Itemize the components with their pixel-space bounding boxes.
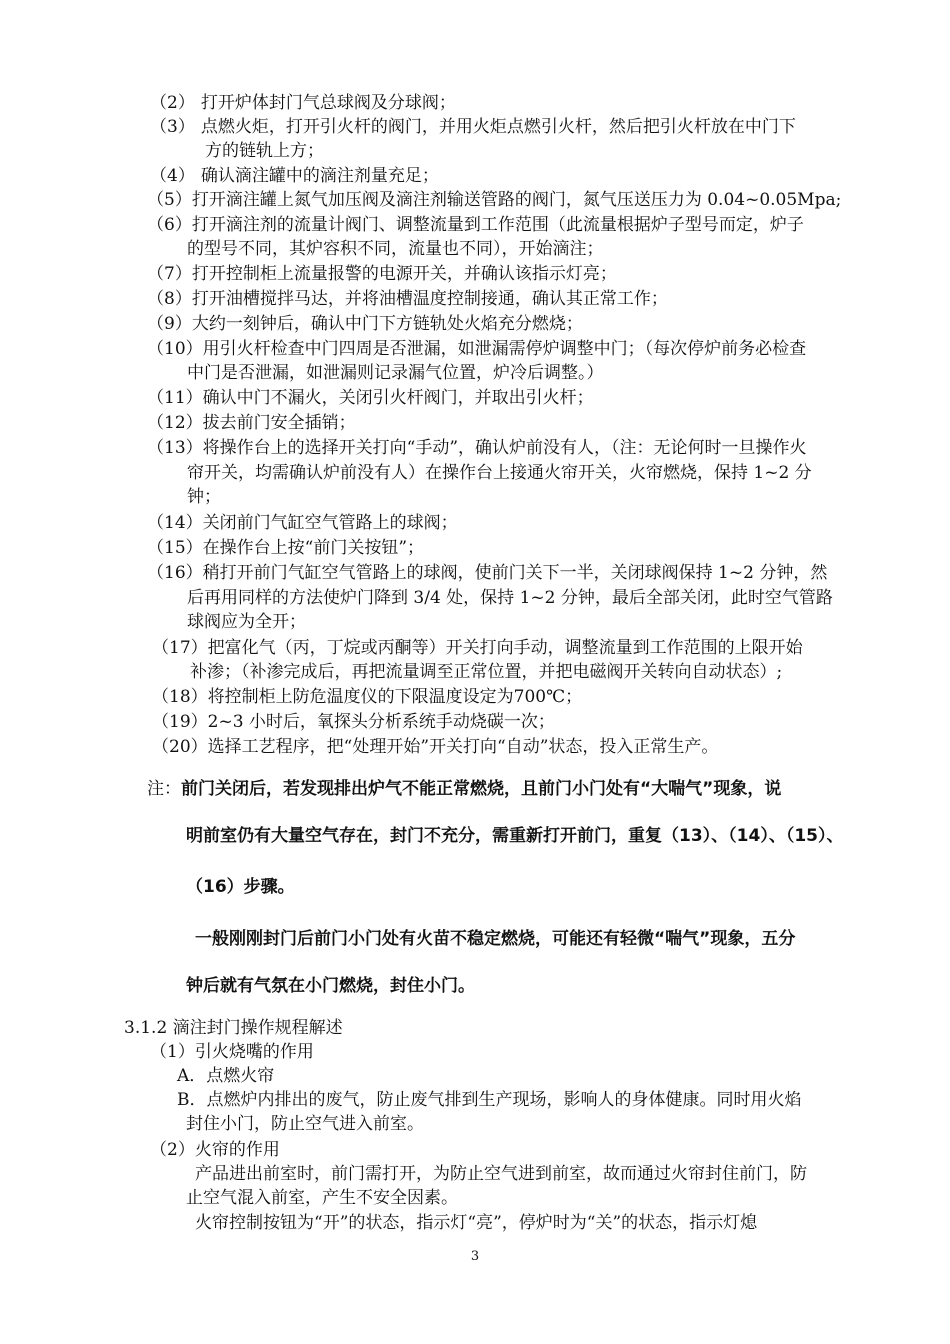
step-16-cont2: 球阀应为全开； — [187, 612, 306, 632]
step-number: （12） — [147, 413, 203, 433]
paragraph-1-cont: 止空气混入前室，产生不安全因素。 — [186, 1188, 458, 1208]
note-line-1 — [147, 776, 781, 802]
item-b: B．点燃炉内排出的废气，防止废气排到生产现场，影响人的身体健康。同时用火焰 — [177, 1090, 802, 1110]
step-number: （20） — [152, 737, 208, 757]
step-text: 把富化气（丙，丁烷或丙酮等）开关打向手动，调整流量到工作范围的上限开始 — [207, 638, 803, 658]
paragraph-2: 火帘控制按钮为“开”的状态，指示灯“亮”，停炉时为“关”的状态，指示灯熄 — [195, 1213, 758, 1233]
step-text: 确认滴注罐中的滴注剂量充足； — [200, 166, 439, 186]
step-2 — [150, 92, 456, 114]
step-text: 用引火杆检查中门四周是否泄漏，如泄漏需停炉调整中门；（每次停炉前务必检查 — [202, 339, 807, 359]
step-text: 点燃火炬，打开引火杆的阀门，并用火炬点燃引火杆，然后把引火杆放在中门下 — [200, 117, 796, 137]
step-10 — [147, 338, 806, 360]
step-text: 打开炉体封门气总球阀及分球阀； — [200, 93, 456, 113]
page-number: 3 — [470, 1249, 480, 1264]
step-number: （18） — [152, 687, 208, 707]
step-10-cont: 中门是否泄漏，如泄漏则记录漏气位置，炉冷后调整。） — [187, 363, 604, 383]
item-a: A．点燃火帘 — [177, 1066, 275, 1086]
step-13-cont2: 钟； — [187, 487, 221, 507]
step-6 — [147, 214, 804, 236]
step-text: 2~3 小时后，氧探头分析系统手动烧碳一次； — [207, 712, 555, 732]
step-number: （15） — [147, 538, 203, 558]
note-line-2: 明前室仍有大量空气存在，封门不充分，需重新打开前门，重复（13）、（14）、（15）、 — [186, 826, 844, 846]
section-heading: 3.1.2 滴注封门操作规程解述 — [124, 1018, 343, 1038]
step-12 — [147, 412, 356, 434]
step-number: （5） — [147, 190, 192, 210]
note-text: 前门关闭后，若发现排出炉气不能正常燃烧，且前门小门处有“大喘气”现象，说 — [181, 779, 782, 799]
step-3-cont: 方的链轨上方； — [205, 141, 324, 161]
step-number: （16） — [147, 563, 203, 583]
step-19 — [152, 711, 555, 733]
step-text: 关闭前门气缸空气管路上的球阀； — [202, 513, 458, 533]
step-number: （13） — [147, 438, 203, 458]
step-text: 将操作台上的选择开关打向“手动”，确认炉前没有人，（注：无论何时一旦操作火 — [202, 438, 807, 458]
step-6-cont: 的型号不同，其炉容积不同，流量也不同），开始滴注； — [187, 239, 604, 259]
step-number: （2） — [150, 93, 195, 113]
step-18 — [152, 686, 582, 708]
step-15 — [147, 537, 424, 559]
step-number: （14） — [147, 513, 203, 533]
step-text: 大约一刻钟后，确认中门下方链轨处火焰充分燃烧； — [191, 314, 583, 334]
step-number: （11） — [147, 388, 203, 408]
step-text: 稍打开前门气缸空气管路上的球阀，使前门关下一半，关闭球阀保持 1~2 分钟，然 — [202, 563, 828, 583]
step-number: （4） — [150, 166, 195, 186]
step-number: （8） — [147, 289, 192, 309]
step-17 — [152, 637, 803, 659]
step-text: 确认中门不漏火，关闭引火杆阀门，并取出引火杆； — [202, 388, 594, 408]
step-16-cont: 后再用同样的方法使炉门降到 3/4 处，保持 1~2 分钟，最后全部关闭，此时空气管路 — [187, 588, 833, 608]
note-line-5: 钟后就有气氛在小门燃烧，封住小门。 — [186, 976, 475, 996]
step-7 — [147, 263, 617, 285]
step-3 — [150, 116, 796, 138]
step-number: （9） — [147, 314, 192, 334]
step-number: （10） — [147, 339, 203, 359]
step-4 — [150, 165, 439, 187]
step-5 — [147, 189, 841, 211]
note-line-3: （16）步骤。 — [186, 877, 295, 897]
step-text: 将控制柜上防危温度仪的下限温度设定为700℃； — [207, 687, 583, 707]
step-text: 拔去前门安全插销； — [202, 413, 356, 433]
step-16 — [147, 562, 827, 584]
paragraph-1: 产品进出前室时，前门需打开，为防止空气进到前室，故而通过火帘封住前门，防 — [195, 1164, 807, 1184]
note-label: 注： — [147, 779, 181, 799]
subsection-1-title: （1）引火烧嘴的作用 — [150, 1042, 314, 1062]
step-20 — [152, 736, 718, 758]
step-text: 打开控制柜上流量报警的电源开关，并确认该指示灯亮； — [191, 264, 617, 284]
step-14 — [147, 512, 458, 534]
item-b-cont: 封住小门，防止空气进入前室。 — [186, 1114, 424, 1134]
step-text: 在操作台上按“前门关按钮”； — [202, 538, 425, 558]
step-number: （6） — [147, 215, 192, 235]
step-9 — [147, 313, 583, 335]
note-line-4: 一般刚刚封门后前门小门处有火苗不稳定燃烧，可能还有轻微“喘气”现象，五分 — [195, 929, 796, 949]
step-11 — [147, 387, 594, 409]
subsection-2-title: （2）火帘的作用 — [150, 1140, 280, 1160]
step-number: （7） — [147, 264, 192, 284]
step-number: （17） — [152, 638, 208, 658]
step-17-cont: 补渗；（补渗完成后，再把流量调至正常位置，并把电磁阀开关转向自动状态）; — [190, 662, 783, 682]
step-number: （19） — [152, 712, 208, 732]
step-text: 选择工艺程序，把“处理开始”开关打向“自动”状态，投入正常生产。 — [207, 737, 719, 757]
step-text: 打开滴注罐上氮气加压阀及滴注剂输送管路的阀门，氮气压送压力为 0.04~0.05Mpa; — [191, 190, 842, 210]
step-text: 打开油槽搅拌马达，并将油槽温度控制接通，确认其正常工作； — [191, 289, 668, 309]
step-13-cont: 帘开关，均需确认炉前没有人）在操作台上接通火帘开关，火帘燃烧，保持 1~2 分 — [187, 463, 812, 483]
step-text: 打开滴注剂的流量计阀门、调整流量到工作范围（此流量根据炉子型号而定，炉子 — [191, 215, 804, 235]
step-13 — [147, 437, 807, 459]
step-8 — [147, 288, 668, 310]
step-number: （3） — [150, 117, 195, 137]
